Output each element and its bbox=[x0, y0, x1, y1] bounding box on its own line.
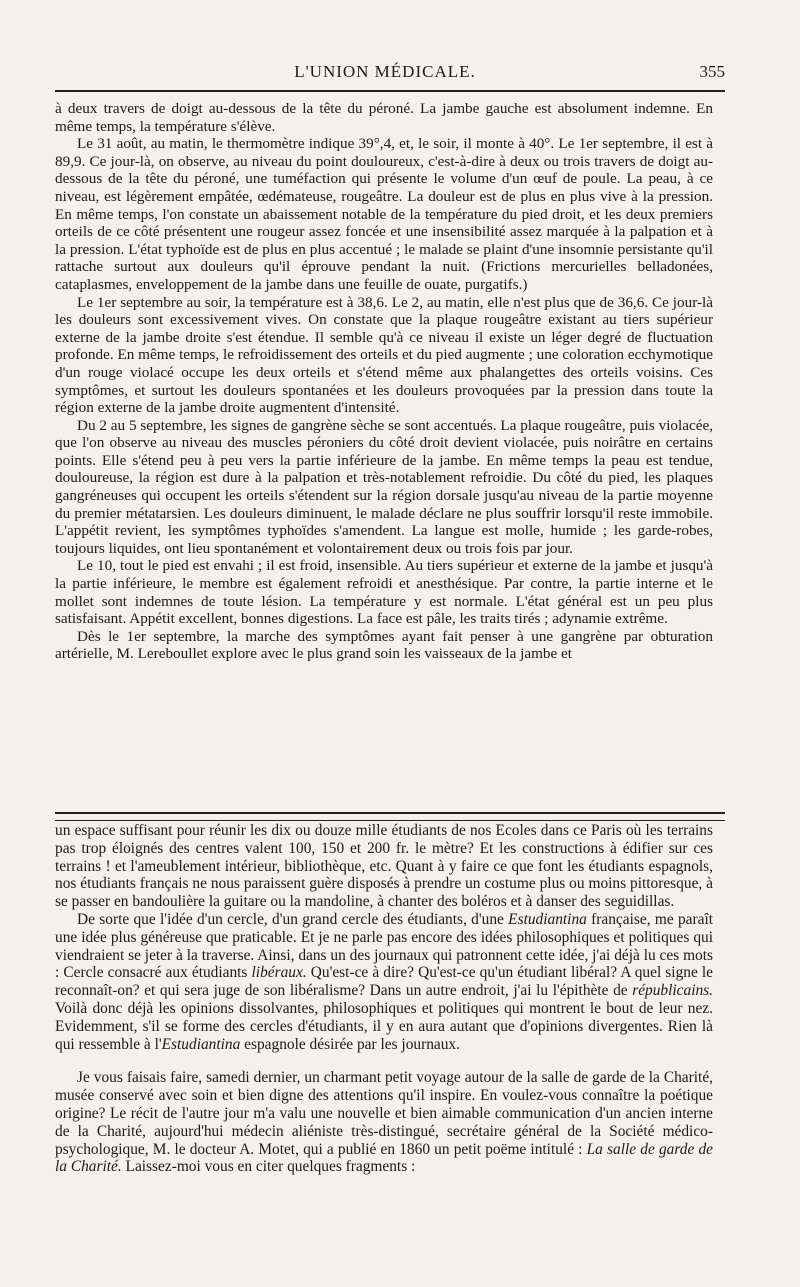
paragraph: un espace suffisant pour réunir les dix ou douze mille étudiants de nos Ecoles dans ce Paris où les terrains pas trop éloignés des centres valent 100, 150 et 200 fr. le mètre? Et les constructions à édifier sur ces terrains ! et l'ameublement intérieur, bibliothèque, etc. Quant à y faire ce que font les étudiants espagnols, nos étudiants français ne nous paraissent guère disposés à prendre un costume plus ou moins pittoresque, à se passer en bandoulière la guitare ou la mandoline, à chanter des boléros et à danser des seguidillas. bbox=[55, 822, 713, 911]
paragraph: De sorte que l'idée d'un cercle, d'un grand cercle des étudiants, d'une Estudiantina française, me paraît une idée plus généreuse que praticable. Et je ne parle pas encore des idées philosophiques et politiques qui viendraient se jeter à la traverse. Ainsi, dans un des journaux qui patronnent cette idée, j'ai déjà lu ces mots : Cercle consacré aux étudiants libéraux. Qu'est-ce à dire? Qu'est-ce qu'un étudiant libéral? A quel signe le reconnaît-on? et qui sera juge de son libéralisme? Dans un autre endroit, j'ai lu l'épithète de républicains. Voilà donc déjà les opinions dissolvantes, philosophiques et politiques qui montrent le bout de leur nez. Evidemment, s'il se forme des cercles d'étudiants, il y en aura autant que d'opinions divergentes. Rien là qui ressemble à l'Estudiantina espagnole désirée par les journaux. bbox=[55, 910, 713, 1053]
page-number: 355 bbox=[699, 62, 725, 81]
header-rule bbox=[55, 90, 725, 92]
article-body bbox=[55, 100, 713, 663]
paragraph: Le 10, tout le pied est envahi ; il est froid, insensible. Au tiers supérieur et externe de la jambe et jusqu'à la partie inférieure, le membre est également refroidi et anesthésique. Par contre, la partie interne et le mollet sont indemnes de toute lésion. La température y est normale. L'état général est un peu plus satisfaisant. Appétit excellent, bonnes digestions. La face est pâle, les traits tirés ; adynamie extrême. bbox=[55, 557, 713, 628]
journal-title: L'UNION MÉDICALE. bbox=[294, 62, 476, 81]
paragraph: Je vous faisais faire, samedi dernier, un charmant petit voyage autour de la salle de garde de la Charité, musée conservé avec soin et bien digne des attentions qu'il inspire. En voulez-vous connaître la poétique origine? Le récit de l'autre jour m'a valu une nouvelle et bien aimable communication d'un ancien interne de la Charité, aujourd'hui médecin aliéniste très-distingué, secrétaire général de la Société médico-psychologique, M. le docteur A. Motet, qui a publié en 1860 un petit poëme intitulé : La salle de garde de la Charité. Laissez-moi vous en citer quelques fragments : bbox=[55, 1069, 713, 1176]
section-divider bbox=[55, 812, 725, 821]
paragraph: à deux travers de doigt au-dessous de la tête du péroné. La jambe gauche est absolument indemne. En même temps, la température s'élève. bbox=[55, 100, 713, 135]
feuilleton-body bbox=[55, 822, 713, 1176]
paragraph: Le 1er septembre au soir, la température est à 38,6. Le 2, au matin, elle n'est plus que de 36,6. Ce jour-là les douleurs sont excessivement vives. On constate que la plaque rougeâtre existant au tiers supérieur externe de la jambe droite s'est étendue. Il semble qu'à ce niveau il existe un léger degré de fluctuation profonde. En même temps, le refroidissement des orteils et du pied augmente ; une coloration ecchymotique d'un rouge violacé occupe les deux orteils et s'étend même aux phalangettes des orteils voisins. Ces symptômes, et surtout les douleurs spontanées et les douleurs provoquées par la pression dans toute la région externe de la jambe droite augmentent d'intensité. bbox=[55, 293, 713, 417]
paragraph: Du 2 au 5 septembre, les signes de gangrène sèche se sont accentués. La plaque rougeâtre, puis violacée, que l'on observe au niveau des muscles péroniers du côté droit devient violacée, puis noirâtre en certains points. Elle s'étend peu à peu vers la partie inférieure de la jambe. En même temps la peau est tendue, douloureuse, la région est dure à la palpation et très-notablement refroidie. Du côté du pied, les plaques gangréneuses qui occupent les orteils s'étendent sur la région dorsale jusqu'au niveau de la partie moyenne du premier métatarsien. Les douleurs diminuent, le malade déclare ne plus souffrir lorsqu'il reste immobile. L'appétit revient, les symptômes typhoïdes s'amendent. La langue est molle, humide ; les garde-robes, toujours liquides, ont lieu spontanément et volontairement deux ou trois fois par jour. bbox=[55, 416, 713, 557]
paragraph: Dès le 1er septembre, la marche des symptômes ayant fait penser à une gangrène par obturation artérielle, M. Lereboullet explore avec le plus grand soin les vaisseaux de la jambe et bbox=[55, 627, 713, 663]
running-header bbox=[55, 58, 725, 88]
paragraph: Le 31 août, au matin, le thermomètre indique 39°,4, et, le soir, il monte à 40°. Le 1er septembre, il est à 89,9. Ce jour-là, on observe, au niveau du point douloureux, c'est-à-dire à deux ou trois travers de doigt au-dessous de la tête du péroné, une tuméfaction qui présente le volume d'un œuf de poule. La peau, à ce niveau, est légèrement empâtée, œdémateuse, rougeâtre. La douleur est de plus en plus vive à la pression. En même temps, l'on constate un abaissement notable de la température du pied droit, et les deux premiers orteils de ce côté présentent une rougeur assez foncée et une insensibilité assez marquée à la palpation et à la pression. L'état typhoïde est de plus en plus accentué ; le malade se plaint d'une insomnie persistante qu'il rattache surtout aux douleurs qu'il éprouve pendant la nuit. (Frictions mercurielles belladonées, cataplasmes, enveloppement de la jambe dans une feuille de ouate, purgatifs.) bbox=[55, 135, 713, 293]
